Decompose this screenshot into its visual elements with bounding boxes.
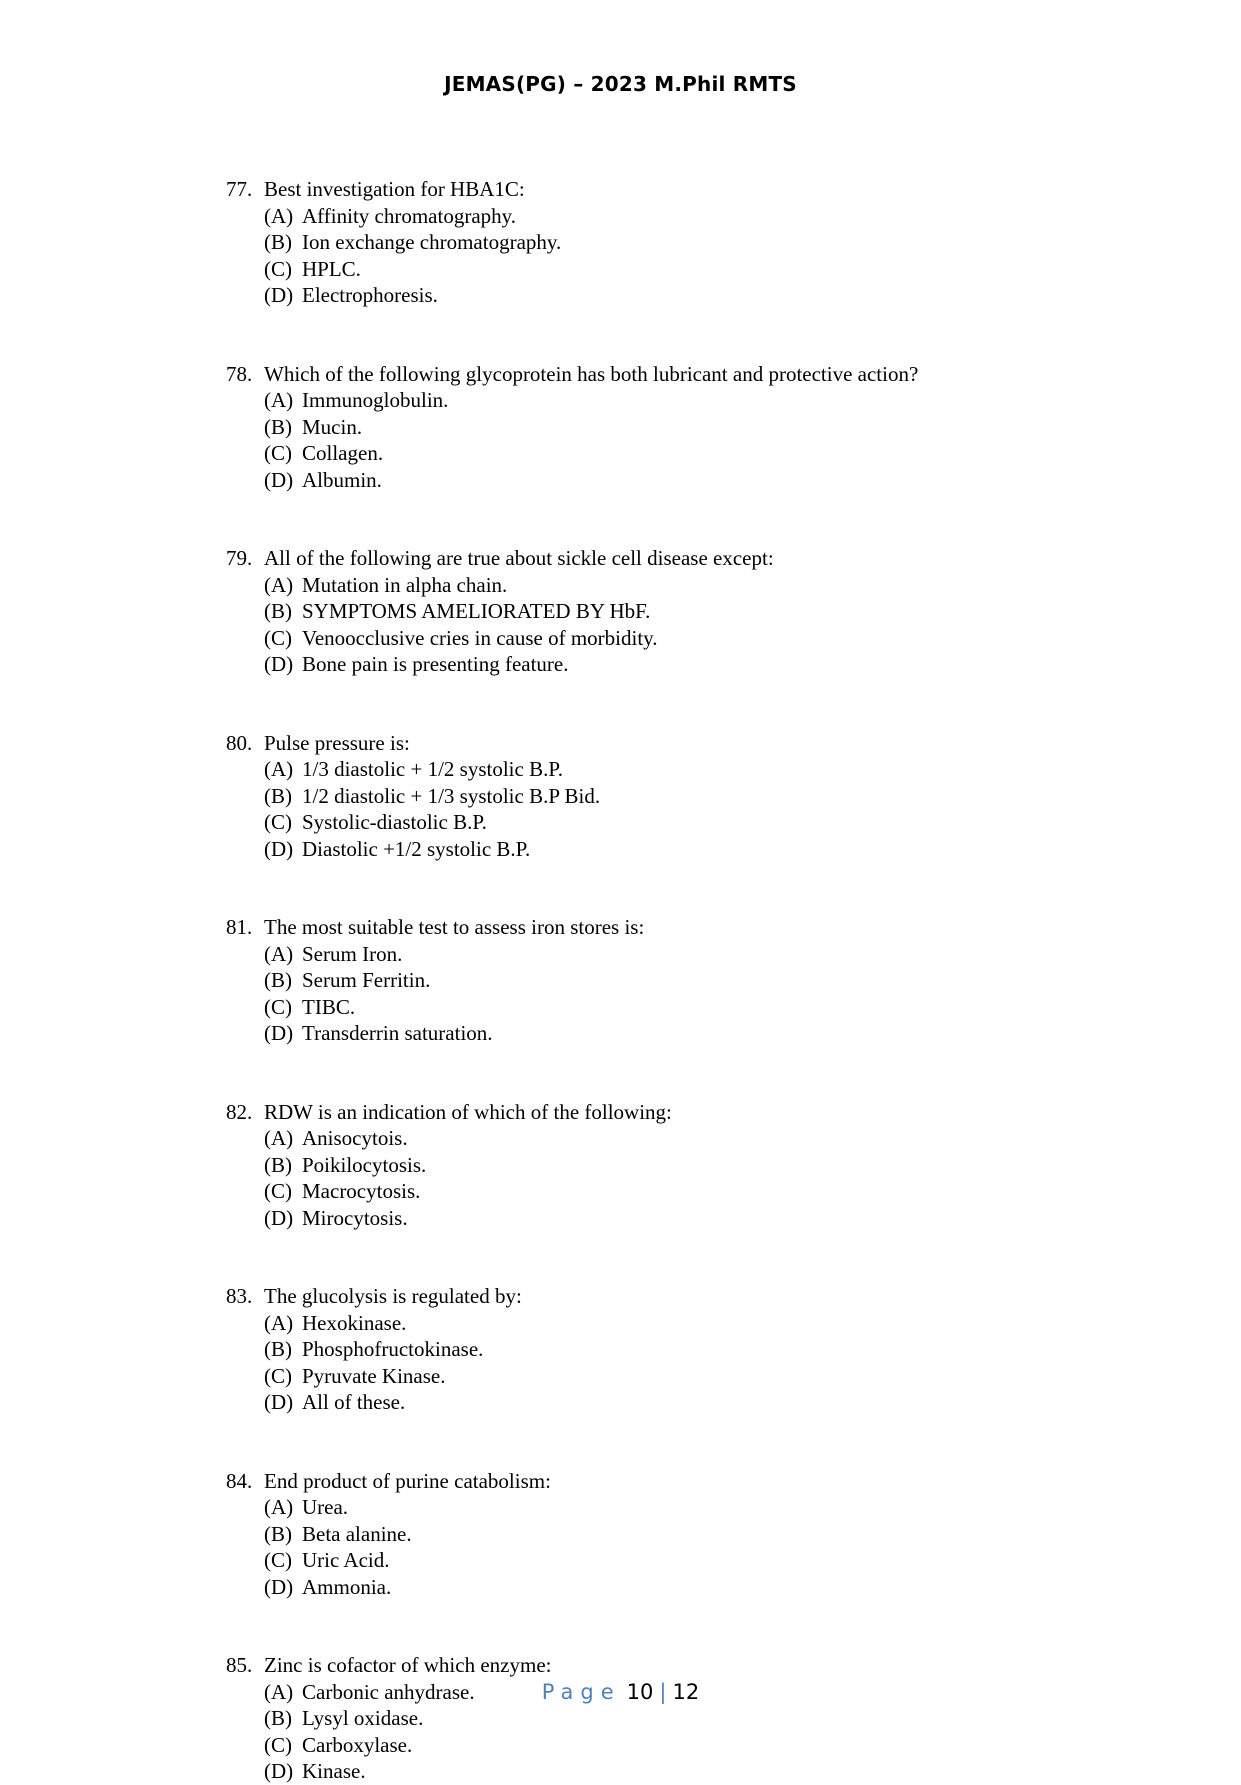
option-letter: (B)	[264, 1706, 292, 1730]
option	[264, 756, 1206, 783]
option-letter: (D)	[264, 1390, 294, 1414]
question-text: End product of purine catabolism:	[264, 1468, 551, 1493]
option-text: Phosphofructokinase.	[302, 1337, 484, 1361]
option	[264, 1389, 1206, 1416]
option-letter: (C)	[264, 1732, 292, 1757]
question-text: Best investigation for HBA1C:	[264, 177, 525, 201]
option-text: Bone pain is presenting feature.	[302, 652, 569, 676]
option-text: Kinase.	[302, 1759, 366, 1783]
option	[264, 1205, 1206, 1232]
option-letter: (D)	[264, 1021, 294, 1045]
option	[264, 1020, 1206, 1047]
option-letter: (D)	[264, 1759, 294, 1783]
option-text: Carboxylase.	[302, 1732, 413, 1757]
header-title: JEMAS(PG) – 2023 M.Phil RMTS	[444, 72, 797, 96]
question-number: 85.	[226, 1653, 253, 1677]
option-letter: (A)	[264, 203, 294, 228]
option-text: Serum Iron.	[302, 941, 403, 966]
option	[264, 1758, 1206, 1785]
option	[264, 1363, 1206, 1390]
option	[264, 1547, 1206, 1574]
option	[264, 1125, 1206, 1152]
option-letter: (C)	[264, 256, 292, 281]
option-text: Ion exchange chromatography.	[302, 230, 562, 254]
option	[264, 467, 1206, 494]
option-text: Affinity chromatography.	[302, 203, 517, 228]
option-letter: (D)	[264, 836, 294, 861]
option-text: Hexokinase.	[302, 1310, 407, 1335]
current-page-number: 10	[626, 1680, 654, 1704]
question-text: The glucolysis is regulated by:	[264, 1284, 522, 1308]
option	[264, 440, 1206, 467]
page-label: Page	[541, 1680, 621, 1704]
option-letter: (A)	[264, 1495, 294, 1519]
option-text: SYMPTOMS AMELIORATED BY HbF.	[302, 599, 651, 623]
option-letter: (B)	[264, 414, 292, 439]
option-text: Diastolic +1/2 systolic B.P.	[302, 836, 531, 861]
question-text: All of the following are true about sickle cell disease except:	[264, 546, 774, 570]
option-list	[264, 941, 1206, 1047]
option	[264, 994, 1206, 1021]
option	[264, 387, 1206, 414]
option-letter: (B)	[264, 968, 292, 992]
option-text: Serum Ferritin.	[302, 968, 431, 992]
option-text: Lysyl oxidase.	[302, 1706, 424, 1730]
option-letter: (C)	[264, 625, 292, 650]
option	[264, 941, 1206, 968]
option-text: Venoocclusive cries in cause of morbidity.	[302, 625, 658, 650]
option	[264, 282, 1206, 309]
option	[264, 256, 1206, 283]
option-text: Macrocytosis.	[302, 1179, 421, 1203]
option-letter: (A)	[264, 1126, 294, 1150]
page-footer	[0, 1680, 1241, 1704]
option-letter: (B)	[264, 599, 292, 623]
question-item	[226, 1652, 1206, 1785]
option-letter: (B)	[264, 1337, 292, 1361]
option-letter: (D)	[264, 1205, 294, 1230]
option-letter: (C)	[264, 994, 292, 1019]
option-letter: (C)	[264, 441, 292, 465]
question-item	[226, 730, 1206, 863]
option-text: Transderrin saturation.	[302, 1021, 493, 1045]
option-list	[264, 203, 1206, 309]
option	[264, 625, 1206, 652]
option-letter: (B)	[264, 1521, 292, 1546]
option-list	[264, 572, 1206, 678]
option	[264, 836, 1206, 863]
question-number: 81.	[226, 915, 253, 939]
option	[264, 1732, 1206, 1759]
option-letter: (D)	[264, 467, 294, 492]
option	[264, 809, 1206, 836]
option-text: Poikilocytosis.	[302, 1152, 427, 1177]
option	[264, 1336, 1206, 1363]
option-text: Immunoglobulin.	[302, 388, 449, 412]
option	[264, 1574, 1206, 1601]
option-letter: (A)	[264, 941, 294, 966]
option-list	[264, 1494, 1206, 1600]
total-pages: 12	[672, 1680, 700, 1704]
option-letter: (A)	[264, 1679, 294, 1704]
option-text: HPLC.	[302, 256, 361, 281]
option-list	[264, 1125, 1206, 1231]
option	[264, 229, 1206, 256]
question-text: Which of the following glycoprotein has both lubricant and protective action?	[264, 361, 919, 386]
option-letter: (C)	[264, 1548, 292, 1572]
option	[264, 203, 1206, 230]
option	[264, 1521, 1206, 1548]
option	[264, 414, 1206, 441]
question-number: 78.	[226, 361, 253, 386]
question-number: 79.	[226, 546, 253, 570]
option-letter: (C)	[264, 1179, 292, 1203]
option	[264, 1152, 1206, 1179]
option-letter: (A)	[264, 1310, 294, 1335]
question-number: 80.	[226, 730, 253, 755]
question-text: Zinc is cofactor of which enzyme:	[264, 1653, 552, 1677]
option-text: TIBC.	[302, 994, 356, 1019]
option-letter: (D)	[264, 283, 294, 307]
option	[264, 783, 1206, 810]
option-text: Carbonic anhydrase.	[302, 1679, 475, 1704]
page-header	[0, 72, 1241, 96]
option	[264, 1705, 1206, 1732]
option	[264, 572, 1206, 599]
option-letter: (B)	[264, 1152, 292, 1177]
option-text: All of these.	[302, 1390, 406, 1414]
question-text: Pulse pressure is:	[264, 730, 410, 755]
question-item	[226, 545, 1206, 678]
question-item	[226, 914, 1206, 1047]
option-list	[264, 387, 1206, 493]
option-letter: (B)	[264, 783, 292, 808]
option-text: Mutation in alpha chain.	[302, 572, 508, 597]
question-text: The most suitable test to assess iron stores is:	[264, 915, 645, 939]
question-item	[226, 1468, 1206, 1601]
option-letter: (B)	[264, 230, 292, 254]
question-item	[226, 361, 1206, 494]
question-item	[226, 1283, 1206, 1416]
option	[264, 967, 1206, 994]
option-letter: (A)	[264, 572, 294, 597]
option-list	[264, 756, 1206, 862]
option-text: Systolic-diastolic B.P.	[302, 810, 487, 834]
option	[264, 1310, 1206, 1337]
question-number: 83.	[226, 1284, 253, 1308]
option	[264, 598, 1206, 625]
option	[264, 651, 1206, 678]
option-text: Electrophoresis.	[302, 283, 438, 307]
question-list	[226, 176, 1206, 1785]
option-text: Mirocytosis.	[302, 1205, 408, 1230]
option-text: Pyruvate Kinase.	[302, 1363, 446, 1388]
option-letter: (C)	[264, 1363, 292, 1388]
option-text: Albumin.	[302, 467, 382, 492]
option-letter: (A)	[264, 388, 294, 412]
option-text: 1/3 diastolic + 1/2 systolic B.P.	[302, 757, 563, 781]
question-number: 77.	[226, 177, 253, 201]
option-text: Anisocytois.	[302, 1126, 408, 1150]
option	[264, 1494, 1206, 1521]
option-text: Collagen.	[302, 441, 384, 465]
option-text: Urea.	[302, 1495, 349, 1519]
option-letter: (D)	[264, 652, 294, 676]
option-text: Ammonia.	[302, 1574, 392, 1599]
option-letter: (D)	[264, 1574, 294, 1599]
option-text: Beta alanine.	[302, 1521, 412, 1546]
option	[264, 1178, 1206, 1205]
question-number: 82.	[226, 1099, 253, 1124]
question-item	[226, 176, 1206, 309]
option-text: Mucin.	[302, 414, 363, 439]
question-text: RDW is an indication of which of the following:	[264, 1099, 672, 1124]
option-text: 1/2 diastolic + 1/3 systolic B.P Bid.	[302, 783, 601, 808]
question-item	[226, 1099, 1206, 1232]
question-number: 84.	[226, 1468, 253, 1493]
option-letter: (C)	[264, 810, 292, 834]
page-separator: |	[659, 1680, 667, 1704]
option-text: Uric Acid.	[302, 1548, 390, 1572]
option-letter: (A)	[264, 757, 294, 781]
option-list	[264, 1310, 1206, 1416]
